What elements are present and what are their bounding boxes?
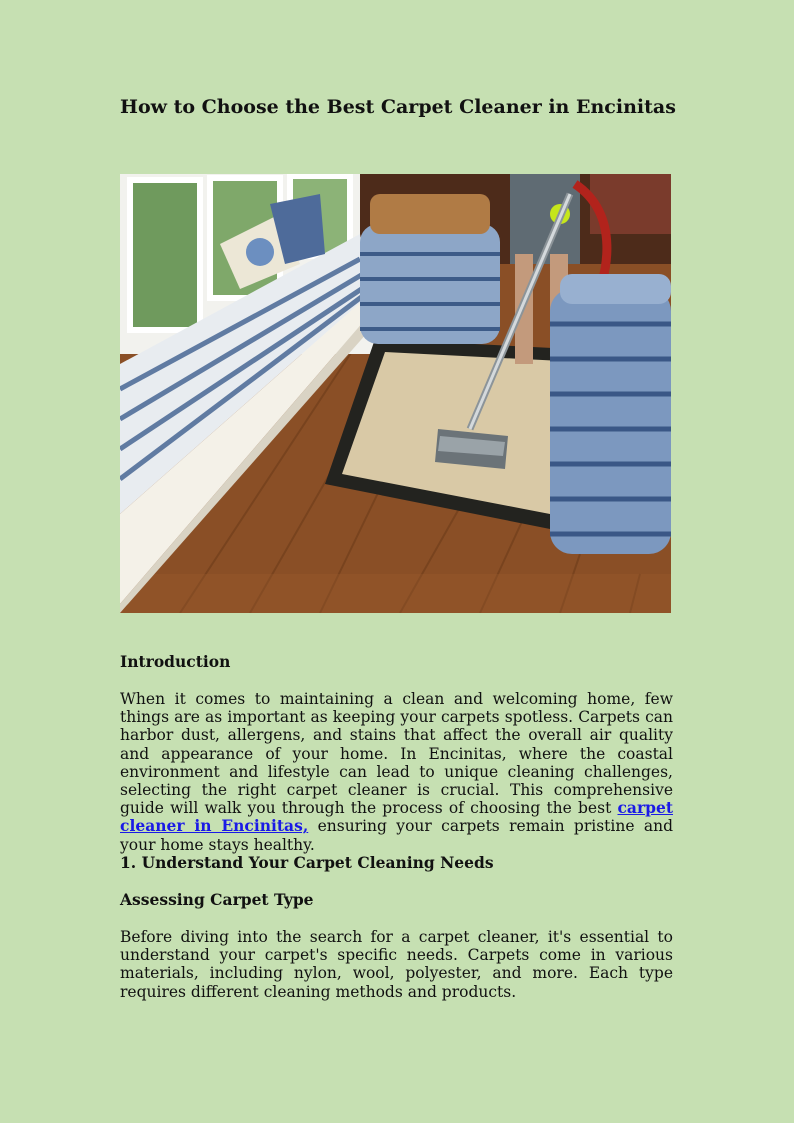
assessing-carpet-type-paragraph: Before diving into the search for a carpet cleaner, it's essential to understand your carpet's specific needs. Carpets come in various materials, including nylon, wool, polyester, and more. Each type requires different cleaning methods and products. xyxy=(120,928,673,1001)
assessing-carpet-type-subheading: Assessing Carpet Type xyxy=(120,890,314,909)
carpet-cleaning-photo xyxy=(120,174,671,613)
introduction-paragraph xyxy=(120,690,673,854)
section-1-heading: 1. Understand Your Carpet Cleaning Needs xyxy=(120,853,494,872)
page-title: How to Choose the Best Carpet Cleaner in Encinitas xyxy=(120,96,676,118)
introduction-text-after-link: ensuring your carpets remain pristine and your home stays healthy. xyxy=(120,817,674,854)
introduction-text-before-link: When it comes to maintaining a clean and welcoming home, few things are as important as keeping your carpets spotless. Carpets can harbor dust, allergens, and stains that affect the overall air quality and appearance of your home. In Encinitas, where the coastal environment and lifestyle can lead to unique cleaning challenges, selecting the right carpet cleaner is crucial. This comprehensive guide will walk you through the process of choosing the best xyxy=(120,690,673,818)
carpet-cleaner-link[interactable]: carpet cleaner in Encinitas, xyxy=(120,798,673,836)
introduction-heading: Introduction xyxy=(120,652,231,671)
